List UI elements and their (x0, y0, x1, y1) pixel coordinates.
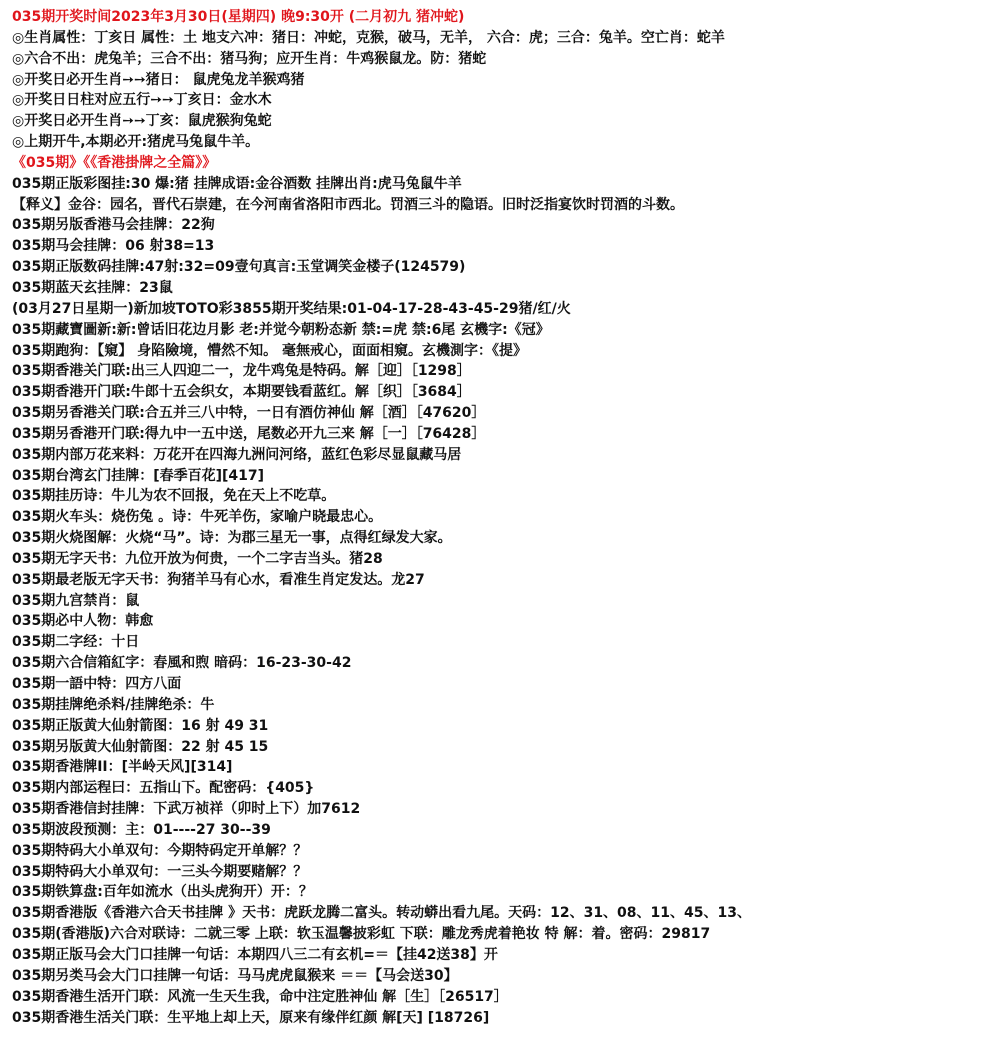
heading-line: 035期开奖时间2023年3月30日(星期四) 晚9:30开 (二月初九 猪冲蛇) (12, 9, 465, 25)
text-line: 035期藏寶圖新:新:曾话旧花边月影 老:并觉今朝粉态新 禁:=虎 禁:6尾 玄機字:《冠》 (12, 321, 550, 338)
text-line: 035期最老版无字天书：狗猪羊马有心水，看准生肖定发达。龙27 (12, 571, 425, 588)
text-line: 035期正版黄大仙射箭图：16 射 49 31 (12, 717, 269, 734)
text-line: ◎上期开牛,本期必开:猪虎马兔鼠牛羊。 (12, 134, 260, 151)
text-line: 035期内部运程曰：五指山下。配密码：{405} (12, 780, 315, 797)
text-line: 035期香港版《香港六合天书挂牌 》天书：虎跃龙腾二富头。转动蟒出看九尾。天码：12、31、08、11、45、13、 (12, 905, 751, 922)
text-line: 035期必中人物：韩愈 (12, 613, 154, 630)
text-line: ◎六合不出：虎兔羊；三合不出：猪马狗；应开生肖：牛鸡猴鼠龙。防：猪蛇 (12, 50, 487, 67)
text-line: 035期正版马会大门口挂牌一句话：本期四八三二有玄机=＝【挂42送38】开 (12, 946, 498, 963)
text-line: 035期香港开门联:牛郎十五会织女，本期要钱看蓝红。解［织］［3684］ (12, 384, 471, 401)
text-line: 035期内部万花来料：万花开在四海九洲问河络，蓝红色彩尽显鼠藏马居 (12, 446, 462, 463)
text-line: 035期香港生活开门联：风流一生天生我，命中注定胜神仙 解［生］［26517］ (12, 988, 508, 1005)
text-line: 035期香港生活关门联：生平地上却上天，原来有缘伴红颜 解[天] [18726] (12, 1009, 490, 1026)
text-line: 035期挂历诗：牛儿为农不回报，免在天上不吃草。 (12, 488, 336, 505)
text-line: 035期香港牌II：[半岭天风][314] (12, 759, 233, 776)
text-line: 035期香港关门联:出三人四迎二一，龙牛鸡兔是特码。解［迎］［1298］ (12, 363, 471, 380)
text-line: ◎开奖日必开生肖➙➙丁亥：鼠虎猴狗兔蛇 (12, 113, 272, 130)
text-line: 035期特码大小单双句：一三头今期要赌解？？ (12, 863, 308, 880)
text-line: 035期波段预测：主：01----27 30--39 (12, 821, 271, 838)
text-line: ◎开奖日日柱对应五行➙➙丁亥日：金水木 (12, 92, 272, 109)
text-line: 035期铁算盘:百年如流水（出头虎狗开）开：？ (12, 884, 313, 901)
text-line: 035期二字经：十日 (12, 634, 140, 651)
text-line: 035期九宫禁肖：鼠 (12, 592, 140, 609)
text-line: (03月27日星期一)新加坡TOTO彩3855期开奖结果:01-04-17-28-43-45-29猪/红/火 (12, 300, 571, 317)
text-line: 035期另版黄大仙射箭图：22 射 45 15 (12, 738, 269, 755)
text-line: 035期台湾玄门挂牌：[春季百花][417] (12, 467, 265, 484)
text-line: 035期跑狗：【窺】 身陷險境，懵然不知。 毫無戒心，面面相窺。玄機測字：《提》 (12, 342, 527, 359)
text-line: 035期(香港版)六合对联诗：二就三零 上联：软玉温馨披彩虹 下联：雕龙秀虎着艳妆 特 解：着。密码：29817 (12, 926, 711, 943)
text-line: 035期另香港关门联:合五并三八中特，一日有酒仿神仙 解［酒］［47620］ (12, 405, 486, 422)
text-line: 035期马会挂牌：06 射38=13 (12, 238, 215, 255)
text-line: 035期挂牌绝杀料/挂牌绝杀：牛 (12, 696, 215, 713)
text-line: 035期火车头：烧伤兔 。诗：牛死羊伤，家喻户晓最忠心。 (12, 509, 383, 526)
text-line: 035期香港信封挂牌：下武万祯祥（卯时上下）加7612 (12, 801, 361, 818)
text-line: 035期无字天书：九位开放为何贵，一个二字吉当头。猪28 (12, 550, 383, 567)
text-line: 035期一語中特：四方八面 (12, 676, 182, 692)
heading-line: 《035期》《《香港掛牌之全篇》》 (12, 154, 217, 171)
text-line: 035期另香港开门联:得九中一五中送，尾数必开九三来 解［一］［76428］ (12, 425, 486, 442)
text-line: 035期另版香港马会挂牌：22狗 (12, 217, 215, 234)
text-line: 035期特码大小单双句：今期特码定开单解？？ (12, 842, 308, 859)
text-line: 【释义】金谷：园名，晋代石崇建，在今河南省洛阳市西北。罚酒三斗的隐语。旧时泛指宴饮时罚酒的斗数。 (12, 196, 684, 213)
text-line: 035期六合信箱紅字：春風和煦 暗码：16-23-30-42 (12, 655, 352, 672)
text-line: 035期另类马会大门口挂牌一句话：马马虎虎鼠猴来 ＝＝【马会送30】 (12, 967, 458, 984)
text-line: 035期火烧图解：火烧“马”。诗：为郡三星无一事，点得红绿发大家。 (12, 530, 452, 547)
text-line: 035期蓝天玄挂牌：23鼠 (12, 279, 173, 296)
text-line: ◎开奖日必开生肖➙➙猪日： 鼠虎兔龙羊猴鸡猪 (12, 71, 305, 88)
text-line: 035期正版数码挂牌:47射:32=09壹句真言:玉堂调笑金楼子(124579) (12, 259, 466, 276)
text-line: 035期正版彩图挂:30 爆:猪 挂牌成语:金谷酒数 挂牌出肖:虎马兔鼠牛羊 (12, 175, 462, 192)
text-line: ◎生肖属性：丁亥日 属性：土 地支六冲：猪日：冲蛇，克猴，破马，无羊， 六合：虎；三合：兔羊。空亡肖：蛇羊 (12, 29, 725, 46)
